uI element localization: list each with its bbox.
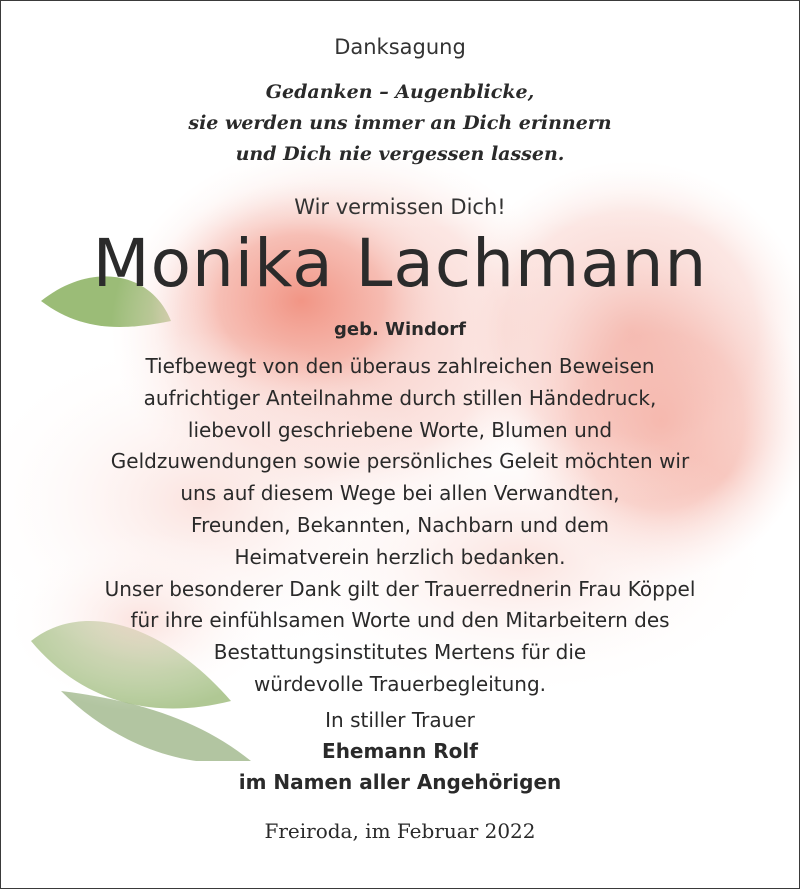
motto-line: und Dich nie vergessen lassen. xyxy=(235,143,565,165)
deceased-name: Monika Lachmann xyxy=(92,225,708,302)
body-line: uns auf diesem Wege bei allen Verwandten, xyxy=(180,481,620,506)
notice-heading: Danksagung xyxy=(334,35,466,59)
birth-name: geb. Windorf xyxy=(334,319,466,340)
body-line: aufrichtiger Anteilnahme durch stillen Händedruck, xyxy=(143,385,657,410)
motto-line: Gedanken – Augenblicke, xyxy=(265,81,535,103)
body-line: Unser besonderer Dank gilt der Trauerrednerin Frau Köppel xyxy=(104,576,696,601)
body-line: Geldzuwendungen sowie persönliches Geleit möchten wir xyxy=(110,449,690,474)
miss-line: Wir vermissen Dich! xyxy=(294,195,506,219)
thanks-paragraph xyxy=(1,351,799,701)
signatory-family: im Namen aller Angehörigen xyxy=(238,770,562,794)
motto-line: sie werden uns immer an Dich erinnern xyxy=(188,112,612,134)
body-line: Heimatverein herzlich bedanken. xyxy=(234,544,566,569)
place-date: Freiroda, im Februar 2022 xyxy=(264,819,536,843)
body-line: Tiefbewegt von den überaus zahlreichen Beweisen xyxy=(145,354,655,378)
body-line: Freunden, Bekannten, Nachbarn und dem xyxy=(191,512,609,537)
body-line: liebevoll geschriebene Worte, Blumen und xyxy=(187,417,613,442)
motto-verse xyxy=(1,77,799,170)
body-line: Bestattungsinstitutes Mertens für die xyxy=(213,640,587,665)
body-line: würdevolle Trauerbegleitung. xyxy=(253,671,547,696)
closing-signature xyxy=(1,705,799,798)
signatory-name: Ehemann Rolf xyxy=(322,739,478,763)
body-line: für ihre einfühlsamen Worte und den Mitarbeitern des xyxy=(130,608,670,633)
closing-line: In stiller Trauer xyxy=(325,708,475,732)
